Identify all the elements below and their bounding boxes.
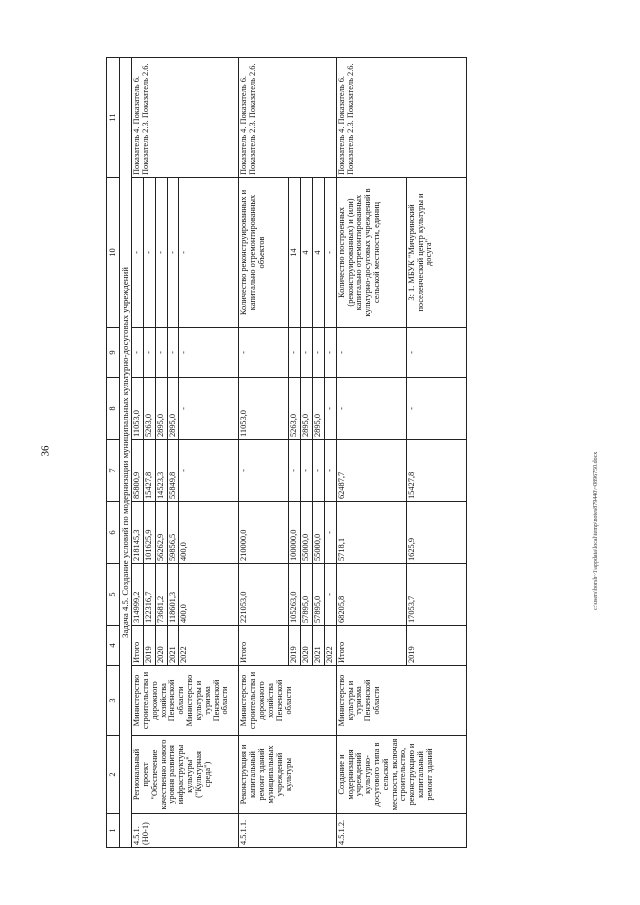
value-cell: 100000,0 [289,502,301,564]
item-name: Реконструкция и капитальный ремонт зданий муниципальных учреждений культуры [239,736,336,814]
value-cell: - [179,378,239,440]
year-cell: Итого [132,626,144,666]
value-cell: - [239,328,289,378]
year-cell: 2022 [324,626,336,666]
value-cell: 314999,2 [132,564,144,626]
value-cell: 15427,8 [144,440,156,502]
page-number: 36 [39,445,52,457]
col-number: 10 [107,178,120,328]
year-cell: 2021 [167,626,179,666]
value-cell: - [313,440,325,502]
result-cell: 4 [301,178,313,328]
value-cell: 2895,0 [301,378,313,440]
indicators-cell: Показатель 4. Показатель 6. Показатель 2.3. Показатель 2.6. [239,58,336,178]
item-name: Региональный проект "Обеспечение качественно нового уровня развития инфраструктуры культуры" ("Культурная среда") [132,736,239,814]
col-number: 7 [107,440,120,502]
value-cell: 11053,0 [239,378,289,440]
col-number: 3 [107,666,120,736]
result-cell: 14 [289,178,301,328]
col-number: 4 [107,626,120,666]
value-cell: 2895,0 [313,378,325,440]
item-code: 4.5.1. (Н0-1) [132,814,239,848]
result-cell: Количество реконструированных и капитально отремонтированных объектов [239,178,289,328]
value-cell: 73681,2 [155,564,167,626]
value-cell: - [301,328,313,378]
value-cell: 118601,3 [167,564,179,626]
value-cell: - [144,328,156,378]
value-cell: 68205,8 [336,564,406,626]
value-cell: 400,0 [179,502,239,564]
year-cell: Итого [336,626,406,666]
program-table-rotated [106,58,476,848]
year-cell: Итого [239,626,289,666]
value-cell: 1625,9 [406,502,466,564]
result-cell: 4 [313,178,325,328]
value-cell: 14523,3 [155,440,167,502]
col-number: 1 [107,814,120,848]
year-cell: 2021 [313,626,325,666]
col-number: 5 [107,564,120,626]
value-cell: - [324,564,336,626]
result-cell: - [132,178,144,328]
year-cell: 2019 [406,626,466,666]
footer-file-path: c:\users\borsh~1\appdata\local\temp\notes879440\~0896750.docx [593,451,599,610]
result-cell: - [144,178,156,328]
col-number: 9 [107,328,120,378]
value-cell: - [179,440,239,502]
table-row [239,58,289,848]
value-cell: 62487,7 [336,440,406,502]
item-executor: Министерство строительства и дорожного хозяйства Пензенской области Министерство культуры и туризма Пензенской области [132,666,239,736]
value-cell: - [313,328,325,378]
value-cell: 221053,0 [239,564,289,626]
value-cell: - [324,502,336,564]
year-cell: 2019 [289,626,301,666]
col-number: 8 [107,378,120,440]
year-cell: 2020 [155,626,167,666]
value-cell: 55000,0 [313,502,325,564]
program-table [106,57,467,848]
value-cell: 17053,7 [406,564,466,626]
value-cell: 105263,0 [289,564,301,626]
table-row [132,58,144,848]
value-cell: 55000,0 [301,502,313,564]
value-cell: - [336,328,406,378]
value-cell: - [289,440,301,502]
value-cell: 2895,0 [155,378,167,440]
value-cell: 101625,9 [144,502,156,564]
value-cell: 85800,9 [132,440,144,502]
value-cell: 218145,3 [132,502,144,564]
value-cell: - [167,328,179,378]
result-cell: - [179,178,239,328]
value-cell: 57895,0 [301,564,313,626]
value-cell: 210000,0 [239,502,289,564]
task-row [120,58,132,848]
result-cell: - [167,178,179,328]
result-cell: - [324,178,336,328]
item-executor: Министерство строительства и дорожного хозяйства Пензенской области [239,666,336,736]
table-row [336,58,406,848]
value-cell: - [289,328,301,378]
value-cell: - [155,328,167,378]
task-title: Задача 4.5. Создание условий по модернизации муниципальных культурно-досуговых учреждений [120,58,132,848]
item-executor: Министерство культуры и туризма Пензенской области [336,666,466,736]
value-cell: - [324,328,336,378]
value-cell: 59856,5 [167,502,179,564]
value-cell: 2895,0 [167,378,179,440]
col-number: 6 [107,502,120,564]
value-cell: 122316,7 [144,564,156,626]
value-cell: 57895,0 [313,564,325,626]
item-code: 4.5.1.1. [239,814,336,848]
col-number: 11 [107,58,120,178]
year-cell: 2020 [301,626,313,666]
item-name: Создание и модернизация учреждений культурно-досугового типа в сельской местности, включая строительство, реконструкцию и капитальный ремонт зданий [336,736,466,814]
item-code: 4.5.1.2. [336,814,466,848]
value-cell: - [324,378,336,440]
year-cell: 2019 [144,626,156,666]
result-cell: 3: 1. МБУК "Мичуринский поселенческий центр культуры и досуга" [406,178,466,328]
value-cell: 400,0 [179,564,239,626]
column-number-row [107,58,120,848]
value-cell: - [324,440,336,502]
value-cell: - [132,328,144,378]
value-cell: 56262,9 [155,502,167,564]
value-cell: - [406,328,466,378]
value-cell: 15427,8 [406,440,466,502]
value-cell: - [406,378,466,440]
result-cell: - [155,178,167,328]
value-cell: - [239,440,289,502]
value-cell: - [179,328,239,378]
value-cell: 5263,0 [144,378,156,440]
result-cell: Количество построенных (реконструированных) и (или) капитально отремонтированных культурно-досуговых учреждений в сельской местности, единиц [336,178,406,328]
indicators-cell: Показатель 4. Показатель 6. Показатель 2.3. Показатель 2.6. [132,58,239,178]
year-cell: 2022 [179,626,239,666]
value-cell: 55849,8 [167,440,179,502]
value-cell: - [301,440,313,502]
value-cell: 5718,1 [336,502,406,564]
value-cell: - [336,378,406,440]
value-cell: 5263,0 [289,378,301,440]
value-cell: 11053,0 [132,378,144,440]
col-number: 2 [107,736,120,814]
indicators-cell: Показатель 4. Показатель 6. Показатель 2.3. Показатель 2.6. [336,58,466,178]
